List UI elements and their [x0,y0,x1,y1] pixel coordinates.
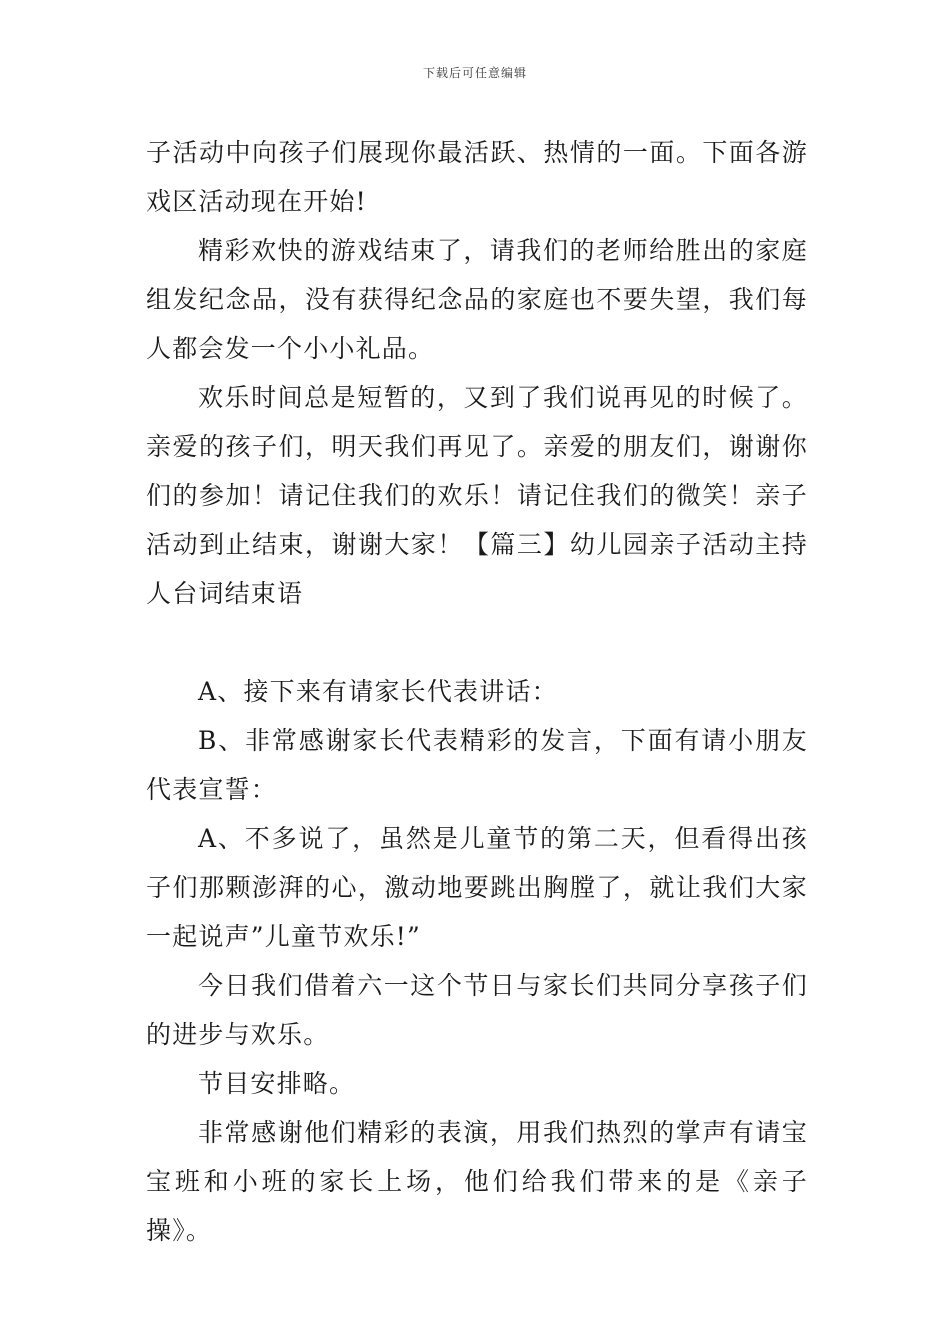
paragraph-program-note: 节目安排略。 [198,1069,356,1098]
page-header-note: 下载后可任意编辑 [422,66,527,80]
paragraph-share-progress: 今日我们借着六一这个节日与家长们共同分享孩子们的进步与欢乐。 [146,971,808,1049]
document-body [146,128,808,1255]
paragraph-continuation: 子活动中向孩子们展现你最活跃、热情的一面。下面各游戏区活动现在开始! [146,138,808,216]
paragraph-parent-exercise: 非常感谢他们精彩的表演，用我们热烈的掌声有请宝宝班和小班的家长上场，他们给我们带来的是《亲子操》。 [146,1118,808,1245]
blank-line [146,618,808,667]
paragraph-parent-speech: A、接下来有请家长代表讲话： [198,677,558,706]
paragraph-game-end: 精彩欢快的游戏结束了，请我们的老师给胜出的家庭组发纪念品，没有获得纪念品的家庭也不要失望，我们每人都会发一个小小礼品。 [146,236,808,363]
paragraph-childrens-day: A、不多说了，虽然是儿童节的第二天，但看得出孩子们那颗澎湃的心，激动地要跳出胸膛了，就让我们大家一起说声”儿童节欢乐!” [146,824,808,951]
paragraph-child-oath: B、非常感谢家长代表精彩的发言，下面有请小朋友代表宣誓： [146,726,808,804]
paragraph-farewell: 欢乐时间总是短暂的，又到了我们说再见的时候了。亲爱的孩子们，明天我们再见了。亲爱的朋友们，谢谢你们的参加！请记住我们的欢乐！请记住我们的微笑！亲子活动到止结束，谢谢大家！【篇三】幼儿园亲子活动主持人台词结束语 [146,383,808,608]
